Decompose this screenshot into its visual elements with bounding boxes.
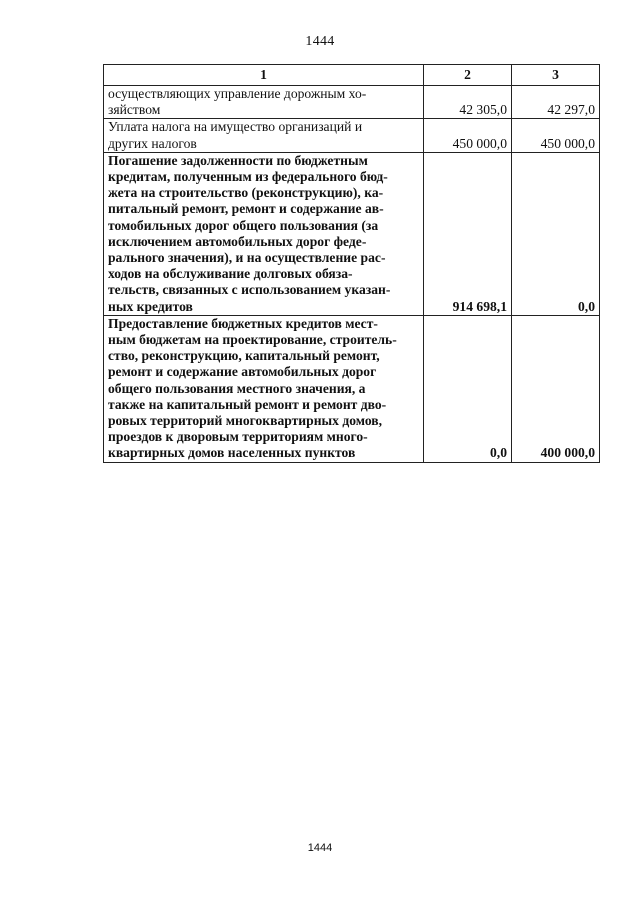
description-line: кредитам, полученным из федерального бюд- — [108, 169, 388, 185]
row-value-col2: 0,0 — [424, 315, 512, 462]
page-number-top: 1444 — [305, 34, 335, 49]
description-line: рального значения), и на осуществление рас- — [108, 250, 386, 266]
description-line: питальный ремонт, ремонт и содержание ав- — [108, 201, 384, 217]
row-description — [104, 152, 424, 315]
description-line: томобильных дорог общего пользования (за — [108, 217, 379, 233]
description-line: зяйством — [108, 102, 161, 118]
column-header-1: 1 — [104, 65, 424, 86]
row-description — [104, 119, 424, 152]
row-value-col2: 914 698,1 — [424, 152, 512, 315]
column-header-3: 3 — [512, 65, 600, 86]
description-line: Погашение задолженности по бюджетным — [108, 152, 368, 168]
description-line: ходов на обслуживание долговых обяза- — [108, 266, 353, 282]
row-description — [104, 315, 424, 462]
description-line: Уплата налога на имущество организаций и — [108, 119, 363, 135]
description-line: ровых территорий многоквартирных домов, — [108, 413, 383, 429]
page-number-bottom: 1444 — [307, 842, 333, 854]
table-row — [104, 315, 600, 462]
description-line: также на капитальный ремонт и ремонт дво- — [108, 396, 387, 412]
row-value-col3: 0,0 — [512, 152, 600, 315]
description-line: ных кредитов — [108, 298, 193, 314]
row-value-col3: 42 297,0 — [512, 86, 600, 119]
description-line: осуществляющих управление дорожным хо- — [108, 86, 367, 101]
row-value-col2: 450 000,0 — [424, 119, 512, 152]
description-line: ным бюджетам на проектирование, строитель- — [108, 332, 397, 348]
row-value-col2: 42 305,0 — [424, 86, 512, 119]
row-description — [104, 86, 424, 119]
description-line: исключением автомобильных дорог феде- — [108, 233, 367, 249]
row-value-col3: 450 000,0 — [512, 119, 600, 152]
description-line: проездов к дворовым территориям много- — [108, 429, 368, 445]
description-line: общего пользования местного значения, а — [108, 380, 366, 396]
table-row — [104, 119, 600, 152]
column-header-2: 2 — [424, 65, 512, 86]
table-row — [104, 152, 600, 315]
description-line: квартирных домов населенных пунктов — [108, 445, 356, 461]
table-row — [104, 86, 600, 119]
description-line: жета на строительство (реконструкцию), ка- — [108, 185, 384, 201]
table-header-row — [104, 65, 600, 86]
description-line: других налогов — [108, 135, 197, 151]
description-line: ремонт и содержание автомобильных дорог — [108, 364, 377, 380]
budget-table — [103, 64, 600, 463]
description-line: тельств, связанных с использованием указан- — [108, 282, 391, 298]
row-value-col3: 400 000,0 — [512, 315, 600, 462]
description-line: ство, реконструкцию, капитальный ремонт, — [108, 348, 380, 364]
description-line: Предоставление бюджетных кредитов мест- — [108, 315, 378, 331]
